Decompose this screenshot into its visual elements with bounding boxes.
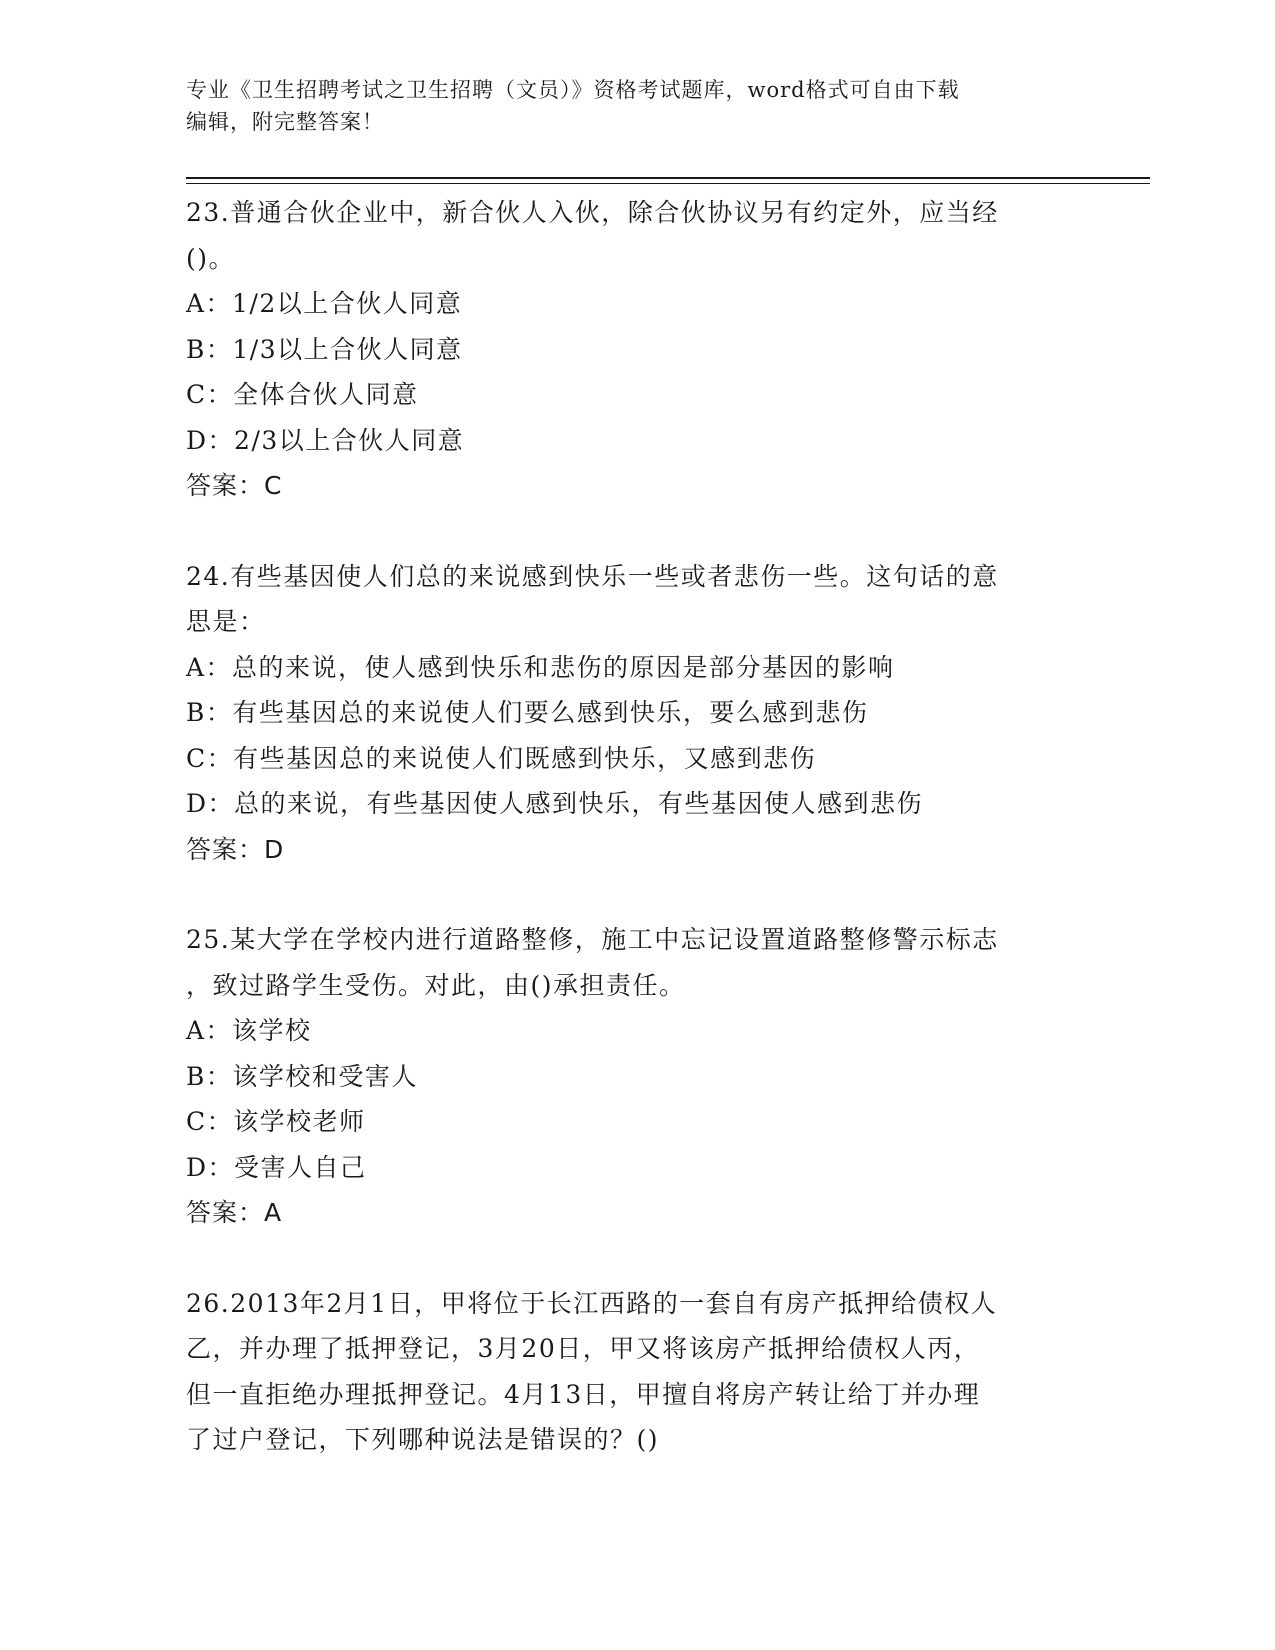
question-25 — [186, 917, 1086, 1236]
option-b: B：1/3以上合伙人同意 — [186, 334, 463, 364]
option-d: D：受害人自己 — [186, 1152, 367, 1182]
answer: 答案：A — [186, 1198, 283, 1227]
question-23 — [186, 190, 1086, 509]
question-26 — [186, 1281, 1086, 1463]
question-stem-line: 24.有些基因使人们总的来说感到快乐一些或者悲伤一些。这句话的意 — [186, 561, 999, 591]
question-stem-line: 但一直拒绝办理抵押登记。4月13日，甲擅自将房产转让给丁并办理 — [186, 1379, 981, 1409]
option-c: C：有些基因总的来说使人们既感到快乐，又感到悲伤 — [186, 743, 817, 773]
option-c: C：全体合伙人同意 — [186, 380, 419, 409]
option-d: D：总的来说，有些基因使人感到快乐，有些基因使人感到悲伤 — [186, 789, 924, 818]
option-a: A：该学校 — [186, 1016, 312, 1045]
option-c: C：该学校老师 — [186, 1107, 366, 1136]
answer: 答案：D — [186, 834, 285, 864]
question-24 — [186, 554, 1086, 873]
option-a: A：总的来说，使人感到快乐和悲伤的原因是部分基因的影响 — [186, 652, 895, 682]
header-rule-thin — [186, 183, 1150, 184]
question-stem-line: 25.某大学在学校内进行道路整修，施工中忘记设置道路整修警示标志 — [186, 925, 999, 954]
header-rule-thick — [186, 177, 1150, 179]
question-stem-line: 23.普通合伙企业中，新合伙人入伙，除合伙协议另有约定外，应当经 — [186, 198, 999, 227]
header-line-1: 专业《卫生招聘考试之卫生招聘（文员）》资格考试题库，word格式可自由下载 — [186, 78, 960, 102]
question-stem-line: 乙，并办理了抵押登记，3月20日，甲又将该房产抵押给债权人丙， — [186, 1334, 981, 1363]
question-stem-line: 了过户登记，下列哪种说法是错误的？() — [186, 1425, 660, 1454]
question-stem-line: 26.2013年2月1日，甲将位于长江西路的一套自有房产抵押给债权人 — [186, 1288, 998, 1318]
option-d: D：2/3以上合伙人同意 — [186, 425, 465, 455]
document-header — [186, 74, 1086, 138]
question-stem-line: ，致过路学生受伤。对此，由()承担责任。 — [186, 970, 686, 1000]
header-line-2: 编辑，附完整答案！ — [186, 110, 384, 134]
option-b: B：有些基因总的来说使人们要么感到快乐，要么感到悲伤 — [186, 698, 869, 727]
option-b: B：该学校和受害人 — [186, 1061, 418, 1091]
question-stem-line: 思是： — [186, 607, 266, 636]
question-list — [186, 190, 1086, 1463]
question-stem-line: ()。 — [186, 243, 236, 273]
option-a: A：1/2以上合伙人同意 — [186, 289, 463, 318]
answer: 答案：C — [186, 471, 283, 500]
